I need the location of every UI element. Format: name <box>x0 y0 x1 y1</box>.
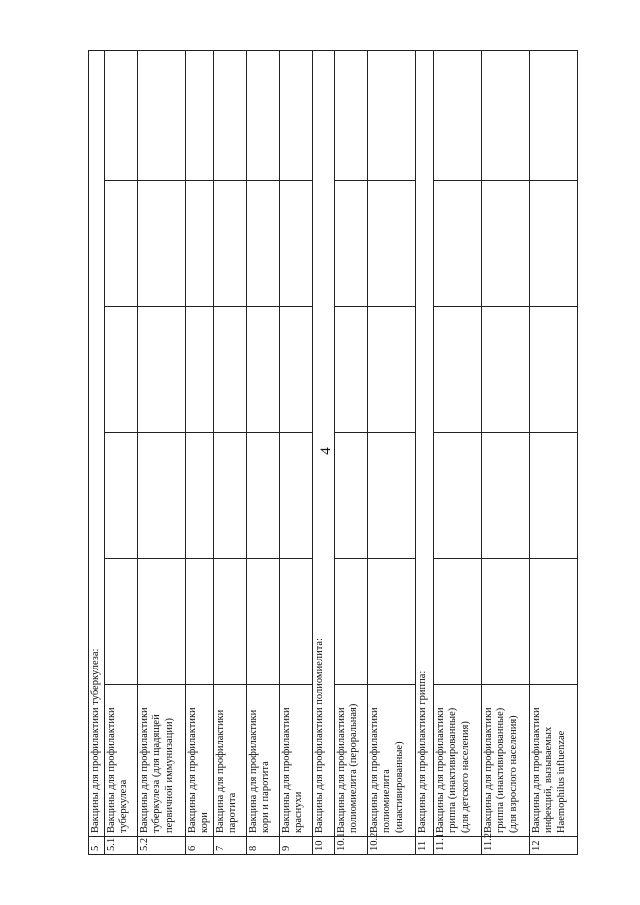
empty-cell <box>246 433 279 559</box>
vaccine-name: Вакцины для профилактики туберкулеза (для щадящей первичной иммунизации) <box>137 685 185 837</box>
empty-cell <box>213 433 246 559</box>
vaccine-name: Вакцины для профилактики полиомиелита (пероральная) <box>334 685 367 837</box>
row-number: 9 <box>279 837 312 855</box>
section-heading: Вакцины для профилактики гриппа: <box>415 50 433 836</box>
empty-cell <box>279 559 312 685</box>
empty-cell <box>529 50 577 180</box>
vaccine-name: Вакцина для профилактики кори и паротита <box>246 685 279 837</box>
empty-cell <box>367 559 415 685</box>
empty-cell <box>246 307 279 433</box>
empty-cell <box>334 50 367 180</box>
empty-cell <box>481 559 529 685</box>
empty-cell <box>137 559 185 685</box>
empty-cell <box>367 181 415 307</box>
table-row <box>185 50 213 854</box>
empty-cell <box>529 181 577 307</box>
empty-cell <box>433 559 481 685</box>
row-number: 6 <box>185 837 213 855</box>
empty-cell <box>137 50 185 180</box>
row-number: 10.2 <box>367 837 415 855</box>
row-number: 10.1 <box>334 837 367 855</box>
empty-cell <box>433 433 481 559</box>
empty-cell <box>529 307 577 433</box>
empty-cell <box>529 433 577 559</box>
table-row <box>481 50 529 854</box>
row-number: 11.1 <box>433 837 481 855</box>
empty-cell <box>185 307 213 433</box>
vaccine-table-wrapper <box>88 51 567 855</box>
vaccine-name: Вакцины для профилактики краснухи <box>279 685 312 837</box>
row-number: 5.1 <box>104 837 137 855</box>
empty-cell <box>367 433 415 559</box>
empty-cell <box>104 559 137 685</box>
empty-cell <box>137 433 185 559</box>
empty-cell <box>137 307 185 433</box>
vaccine-name: Вакцины для профилактики инфекций, вызываемых Haemophilus influenzae <box>529 685 577 837</box>
empty-cell <box>529 559 577 685</box>
row-number: 7 <box>213 837 246 855</box>
empty-cell <box>367 307 415 433</box>
empty-cell <box>334 181 367 307</box>
empty-cell <box>334 307 367 433</box>
row-number: 5 <box>89 837 105 855</box>
table-row <box>312 50 334 854</box>
table-row <box>367 50 415 854</box>
table-row <box>433 50 481 854</box>
vaccine-table-body <box>89 50 578 854</box>
empty-cell <box>481 307 529 433</box>
row-number: 8 <box>246 837 279 855</box>
table-row <box>279 50 312 854</box>
vaccine-table <box>88 50 578 855</box>
empty-cell <box>481 50 529 180</box>
empty-cell <box>246 50 279 180</box>
empty-cell <box>433 307 481 433</box>
empty-cell <box>213 181 246 307</box>
table-row <box>334 50 367 854</box>
empty-cell <box>246 181 279 307</box>
empty-cell <box>279 181 312 307</box>
vaccine-name: Вакцины для профилактики гриппа (инактивированные) (для детского населения) <box>433 685 481 837</box>
empty-cell <box>334 559 367 685</box>
table-row <box>415 50 433 854</box>
row-number: 11.2 <box>481 837 529 855</box>
row-number: 10 <box>312 837 334 855</box>
empty-cell <box>185 433 213 559</box>
empty-cell <box>104 307 137 433</box>
vaccine-name: Вакцины для профилактики туберкулеза <box>104 685 137 837</box>
row-number: 5.2 <box>137 837 185 855</box>
empty-cell <box>481 181 529 307</box>
empty-cell <box>279 307 312 433</box>
table-row <box>529 50 577 854</box>
empty-cell <box>433 181 481 307</box>
table-row <box>89 50 105 854</box>
row-number: 11 <box>415 837 433 855</box>
vaccine-name: Вакцина для профилактики паротита <box>213 685 246 837</box>
table-row <box>246 50 279 854</box>
table-row <box>104 50 137 854</box>
empty-cell <box>367 50 415 180</box>
empty-cell <box>185 181 213 307</box>
empty-cell <box>213 307 246 433</box>
vaccine-name: Вакцины для профилактики кори <box>185 685 213 837</box>
empty-cell <box>104 433 137 559</box>
empty-cell <box>481 433 529 559</box>
empty-cell <box>185 559 213 685</box>
empty-cell <box>279 50 312 180</box>
empty-cell <box>279 433 312 559</box>
vaccine-name: Вакцины для профилактики гриппа (инактивированные) (для взрослого населения) <box>481 685 529 837</box>
section-heading: Вакцины для профилактики туберкулеза: <box>89 50 105 836</box>
page-number: 4 <box>318 447 334 455</box>
empty-cell <box>213 50 246 180</box>
empty-cell <box>104 50 137 180</box>
table-row <box>137 50 185 854</box>
empty-cell <box>433 50 481 180</box>
vaccine-name: Вакцины для профилактики полиомиелита (инактивированные) <box>367 685 415 837</box>
row-number: 12 <box>529 837 577 855</box>
empty-cell <box>213 559 246 685</box>
section-heading: Вакцины для профилактики полиомиелита: <box>312 50 334 836</box>
empty-cell <box>104 181 137 307</box>
empty-cell <box>137 181 185 307</box>
empty-cell <box>246 559 279 685</box>
table-row <box>213 50 246 854</box>
empty-cell <box>334 433 367 559</box>
empty-cell <box>185 50 213 180</box>
